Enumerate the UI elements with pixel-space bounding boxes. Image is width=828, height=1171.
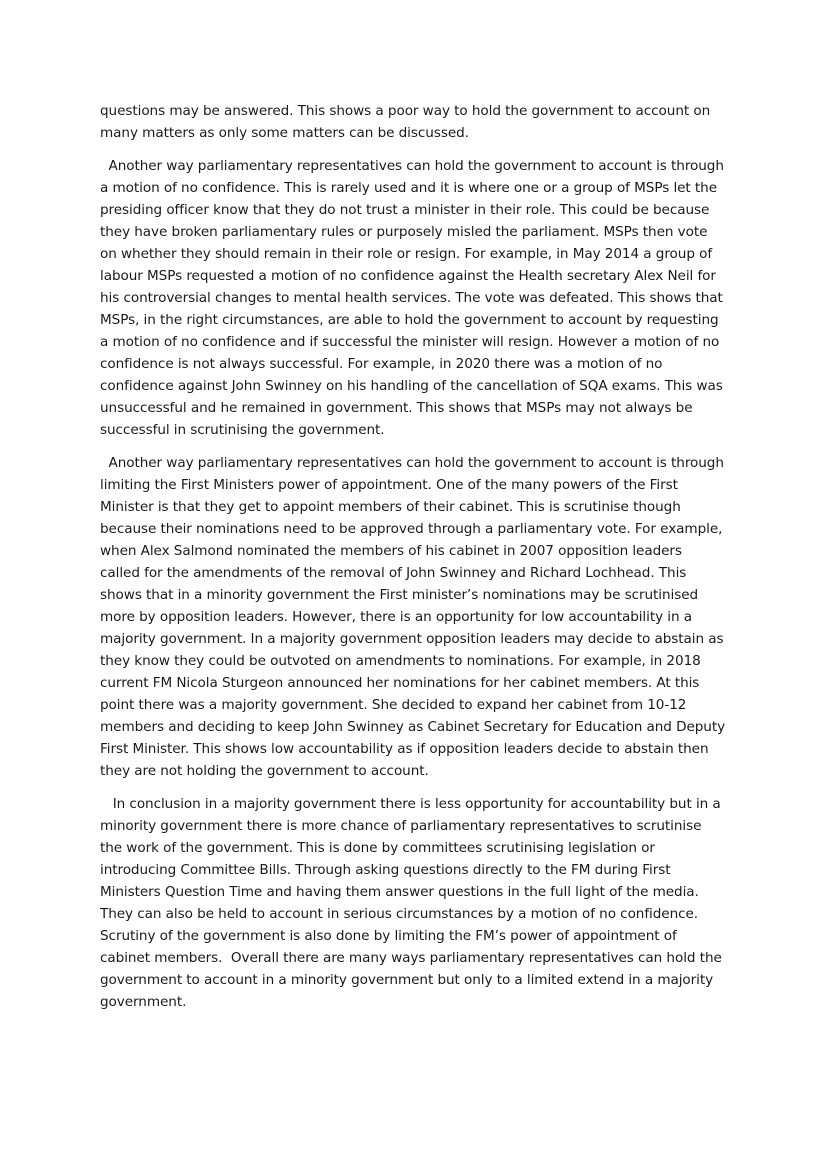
text-line: when Alex Salmond nominated the members of his cabinet in 2007 opposition leaders xyxy=(100,543,682,559)
paragraph xyxy=(100,452,728,782)
text-line: Another way parliamentary representatives can hold the government to account is through xyxy=(100,455,724,471)
text-line: members and deciding to keep John Swinney as Cabinet Secretary for Education and Deputy xyxy=(100,719,726,735)
text-line: his controversial changes to mental health services. The vote was defeated. This shows that xyxy=(100,290,723,306)
text-line: confidence against John Swinney on his handling of the cancellation of SQA exams. This was xyxy=(100,378,723,394)
text-line: government. xyxy=(100,994,187,1010)
text-line: confidence is not always successful. For example, in 2020 there was a motion of no xyxy=(100,356,663,372)
text-line: government to account in a minority government but only to a limited extend in a majority xyxy=(100,972,714,988)
text-line: current FM Nicola Sturgeon announced her nominations for her cabinet members. At this xyxy=(100,675,700,691)
text-line: successful in scrutinising the government. xyxy=(100,422,385,438)
paragraph xyxy=(100,793,728,1013)
paragraph xyxy=(100,100,728,144)
text-line: shows that in a minority government the First minister’s nominations may be scrutinised xyxy=(100,587,699,603)
text-line: they are not holding the government to account. xyxy=(100,763,429,779)
text-line: point there was a majority government. She decided to expand her cabinet from 10-12 xyxy=(100,697,687,713)
text-line: called for the amendments of the removal of John Swinney and Richard Lochhead. This xyxy=(100,565,687,581)
text-line: MSPs, in the right circumstances, are able to hold the government to account by requesting xyxy=(100,312,719,328)
text-line: Minister is that they get to appoint members of their cabinet. This is scrutinise though xyxy=(100,499,681,515)
text-line: questions may be answered. This shows a poor way to hold the government to account on xyxy=(100,103,711,119)
text-line: unsuccessful and he remained in government. This shows that MSPs may not always be xyxy=(100,400,693,416)
text-line: because their nominations need to be approved through a parliamentary vote. For example, xyxy=(100,521,723,537)
text-line: a motion of no confidence. This is rarely used and it is where one or a group of MSPs let the xyxy=(100,180,717,196)
text-line: Scrutiny of the government is also done by limiting the FM’s power of appointment of xyxy=(100,928,677,944)
document-page xyxy=(100,100,728,1013)
text-line: minority government there is more chance of parliamentary representatives to scrutinise xyxy=(100,818,702,834)
text-line: they have broken parliamentary rules or purposely misled the parliament. MSPs then vote xyxy=(100,224,708,240)
text-line: they know they could be outvoted on amendments to nominations. For example, in 2018 xyxy=(100,653,701,669)
text-line: limiting the First Ministers power of appointment. One of the many powers of the First xyxy=(100,477,678,493)
text-line: Ministers Question Time and having them answer questions in the full light of the media. xyxy=(100,884,699,900)
text-line: majority government. In a majority government opposition leaders may decide to abstain as xyxy=(100,631,724,647)
text-line: They can also be held to account in serious circumstances by a motion of no confidence. xyxy=(100,906,699,922)
text-line: introducing Committee Bills. Through asking questions directly to the FM during First xyxy=(100,862,671,878)
text-line: many matters as only some matters can be discussed. xyxy=(100,125,469,141)
text-line: more by opposition leaders. However, there is an opportunity for low accountability in a xyxy=(100,609,693,625)
text-line: In conclusion in a majority government there is less opportunity for accountability but in a xyxy=(100,796,721,812)
text-line: presiding officer know that they do not trust a minister in their role. This could be because xyxy=(100,202,710,218)
text-line: labour MSPs requested a motion of no confidence against the Health secretary Alex Neil for xyxy=(100,268,716,284)
text-line: on whether they should remain in their role or resign. For example, in May 2014 a group of xyxy=(100,246,713,262)
text-line: a motion of no confidence and if successful the minister will resign. However a motion of no xyxy=(100,334,720,350)
paragraph xyxy=(100,155,728,441)
text-line: Another way parliamentary representatives can hold the government to account is through xyxy=(100,158,724,174)
text-line: the work of the government. This is done by committees scrutinising legislation or xyxy=(100,840,655,856)
text-line: cabinet members. Overall there are many ways parliamentary representatives can hold the xyxy=(100,950,722,966)
text-line: First Minister. This shows low accountability as if opposition leaders decide to abstain then xyxy=(100,741,709,757)
